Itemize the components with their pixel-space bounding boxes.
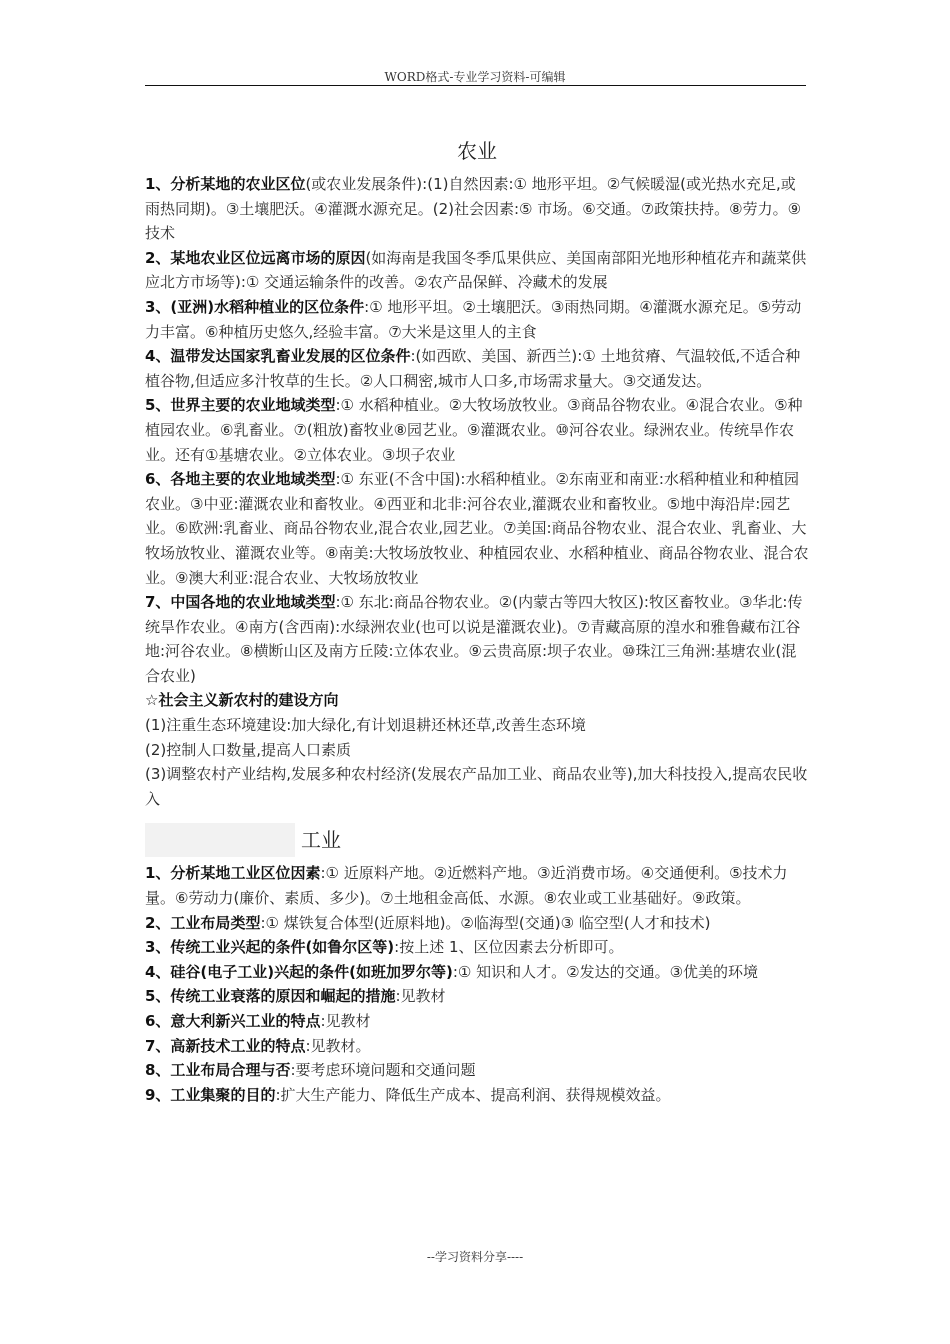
paragraph-heading: 5、传统工业衰落的原因和崛起的措施 [145, 987, 396, 1006]
agriculture-section [145, 172, 809, 811]
paragraph-text: (3)调整农村产业结构,发展多种农村经济(发展农产品加工业、商品农业等),加大科技投入,提高农民收入 [145, 765, 808, 808]
paragraph-heading: 5、世界主要的农业地域类型 [145, 396, 336, 415]
page-header: WORD格式-专业学习资料-可编辑 [384, 70, 566, 84]
paragraph [145, 344, 809, 393]
paragraph [145, 1058, 809, 1083]
paragraph [145, 1009, 809, 1034]
paragraph-text: (或农业发展条件):(1)自然因素:① 地形平坦。②气候暖湿(或光热水充足,或雨热同期)。③土壤肥沃。④灌溉水源充足。(2)社会因素:⑤ 市场。⑥交通。⑦政策扶持。⑧劳力。⑨技术 [145, 175, 802, 243]
paragraph-heading: 1、分析某地工业区位因素 [145, 864, 321, 883]
paragraph [145, 688, 809, 713]
page-footer: --学习资料分享---- [426, 1250, 524, 1264]
paragraph-text: :① 近原料产地。②近燃料产地。③近消费市场。④交通便利。⑤技术力量。⑥劳动力(廉价、素质、多少)。⑦土地租金高低、水源。⑧农业或工业基础好。⑨政策。 [145, 864, 788, 908]
paragraph-text: :① 东亚(不含中国):水稻种植业。②东南亚和南亚:水稻种植业和种植园农业。③中亚:灌溉农业和畜牧业。④西亚和北非:河谷农业,灌溉农业和畜牧业。⑤地中海沿岸:园艺业。⑥欧洲:乳畜业、商品谷物农业,混合农业,园艺业。⑦美国:商品谷物农业、混合农业、乳畜业、大牧场放牧业、灌溉农业等。⑧南美:大牧场放牧业、种植园农业、水稻种植业、商品谷物农业、混合农业。⑨澳大利亚:混合农业、大牧场放牧业 [145, 470, 809, 587]
paragraph-heading: 1、分析某地的农业区位 [145, 175, 306, 193]
paragraph [145, 762, 809, 811]
paragraph [145, 861, 809, 910]
agriculture-title: 农业 [457, 139, 497, 163]
paragraph-text: (1)注重生态环境建设:加大绿化,有计划退耕还林还草,改善生态环境 [145, 716, 586, 735]
paragraph-text: (2)控制人口数量,提高人口素质 [145, 740, 352, 759]
paragraph [145, 590, 809, 688]
paragraph-text: :① 水稻种植业。②大牧场放牧业。③商品谷物农业。④混合农业。⑤种植园农业。⑥乳畜业。⑦(粗放)畜牧业⑧园艺业。⑨灌溉农业。⑩河谷农业。绿洲农业。传统旱作农业。还有①基塘农业。②立体农业。③坝子农业 [145, 396, 803, 464]
paragraph-text: :扩大生产能力、降低生产成本、提高利润、获得规模效益。 [275, 1085, 671, 1104]
paragraph [145, 295, 809, 344]
paragraph [145, 738, 809, 763]
paragraph [145, 935, 809, 960]
paragraph-heading: 6、各地主要的农业地域类型 [145, 470, 336, 489]
paragraph [145, 911, 809, 936]
paragraph-heading: 3、传统工业兴起的条件(如鲁尔区等) [145, 938, 395, 957]
paragraph-text: :见教材 [395, 987, 446, 1006]
paragraph [145, 713, 809, 738]
header-divider [145, 85, 806, 86]
paragraph [145, 393, 809, 467]
paragraph-text: :见教材。 [305, 1036, 371, 1055]
paragraph-text: :① 东北:商品谷物农业。②(内蒙古等四大牧区):牧区畜牧业。③华北:传统旱作农业。④南方(含西南):水绿洲农业(也可以说是灌溉农业)。⑦青藏高原的湟水和雅鲁藏布江谷地:河谷农业。⑧横断山区及南方丘陵:立体农业。⑨云贵高原:坝子农业。⑩珠江三角洲:基塘农业(混合农业) [145, 593, 803, 685]
paragraph-heading: ☆社会主义新农村的建设方向 [145, 691, 339, 710]
paragraph [145, 984, 809, 1009]
paragraph-heading: 6、意大利新兴工业的特点 [145, 1012, 321, 1030]
document-body [145, 134, 809, 1107]
paragraph-heading: 4、硅谷(电子工业)兴起的条件(如班加罗尔等) [145, 962, 453, 981]
paragraph-heading: 7、中国各地的农业地域类型 [145, 593, 336, 612]
paragraph-text: :见教材 [320, 1012, 371, 1030]
paragraph [145, 1083, 809, 1108]
paragraph-heading: 4、温带发达国家乳畜业发展的区位条件 [145, 347, 411, 366]
paragraph [145, 1034, 809, 1059]
industry-section [145, 861, 809, 1107]
paragraph-text: :按上述 1、区位因素去分析即可。 [394, 938, 624, 957]
paragraph-text: :(如西欧、美国、新西兰):① 土地贫瘠、气温较低,不适合种植谷物,但适应多汁牧草的生长。②人口稠密,城市人口多,市场需求量大。③交通发达。 [145, 347, 801, 390]
paragraph-heading: 8、工业布局合理与否 [145, 1061, 291, 1080]
paragraph [145, 467, 809, 590]
paragraph-heading: 2、工业布局类型 [145, 913, 261, 932]
paragraph [145, 246, 809, 295]
paragraph-text: :① 知识和人才。②发达的交通。③优美的环境 [452, 962, 759, 981]
industry-title: 工业 [145, 823, 809, 857]
paragraph-heading: 7、高新技术工业的特点 [145, 1036, 306, 1055]
paragraph [145, 172, 809, 246]
paragraph-text: :① 煤铁复合体型(近原料地)。②临海型(交通)③ 临空型(人才和技术) [260, 913, 711, 932]
paragraph [145, 960, 809, 985]
paragraph-text: :① 地形平坦。②土壤肥沃。③雨热同期。④灌溉水源充足。⑤劳动力丰富。⑥种植历史悠久,经验丰富。⑦大米是这里人的主食 [145, 297, 802, 341]
paragraph-heading: 9、工业集聚的目的 [145, 1085, 276, 1104]
paragraph-text: (如海南是我国冬季瓜果供应、美国南部阳光地形种植花卉和蔬菜供应北方市场等):① 交通运输条件的改善。②农产品保鲜、冷藏术的发展 [145, 248, 807, 292]
paragraph-text: :要考虑环境问题和交通问题 [290, 1061, 476, 1080]
paragraph-heading: 2、某地农业区位远离市场的原因 [145, 248, 366, 267]
paragraph-heading: 3、(亚洲)水稻种植业的区位条件 [145, 297, 365, 316]
